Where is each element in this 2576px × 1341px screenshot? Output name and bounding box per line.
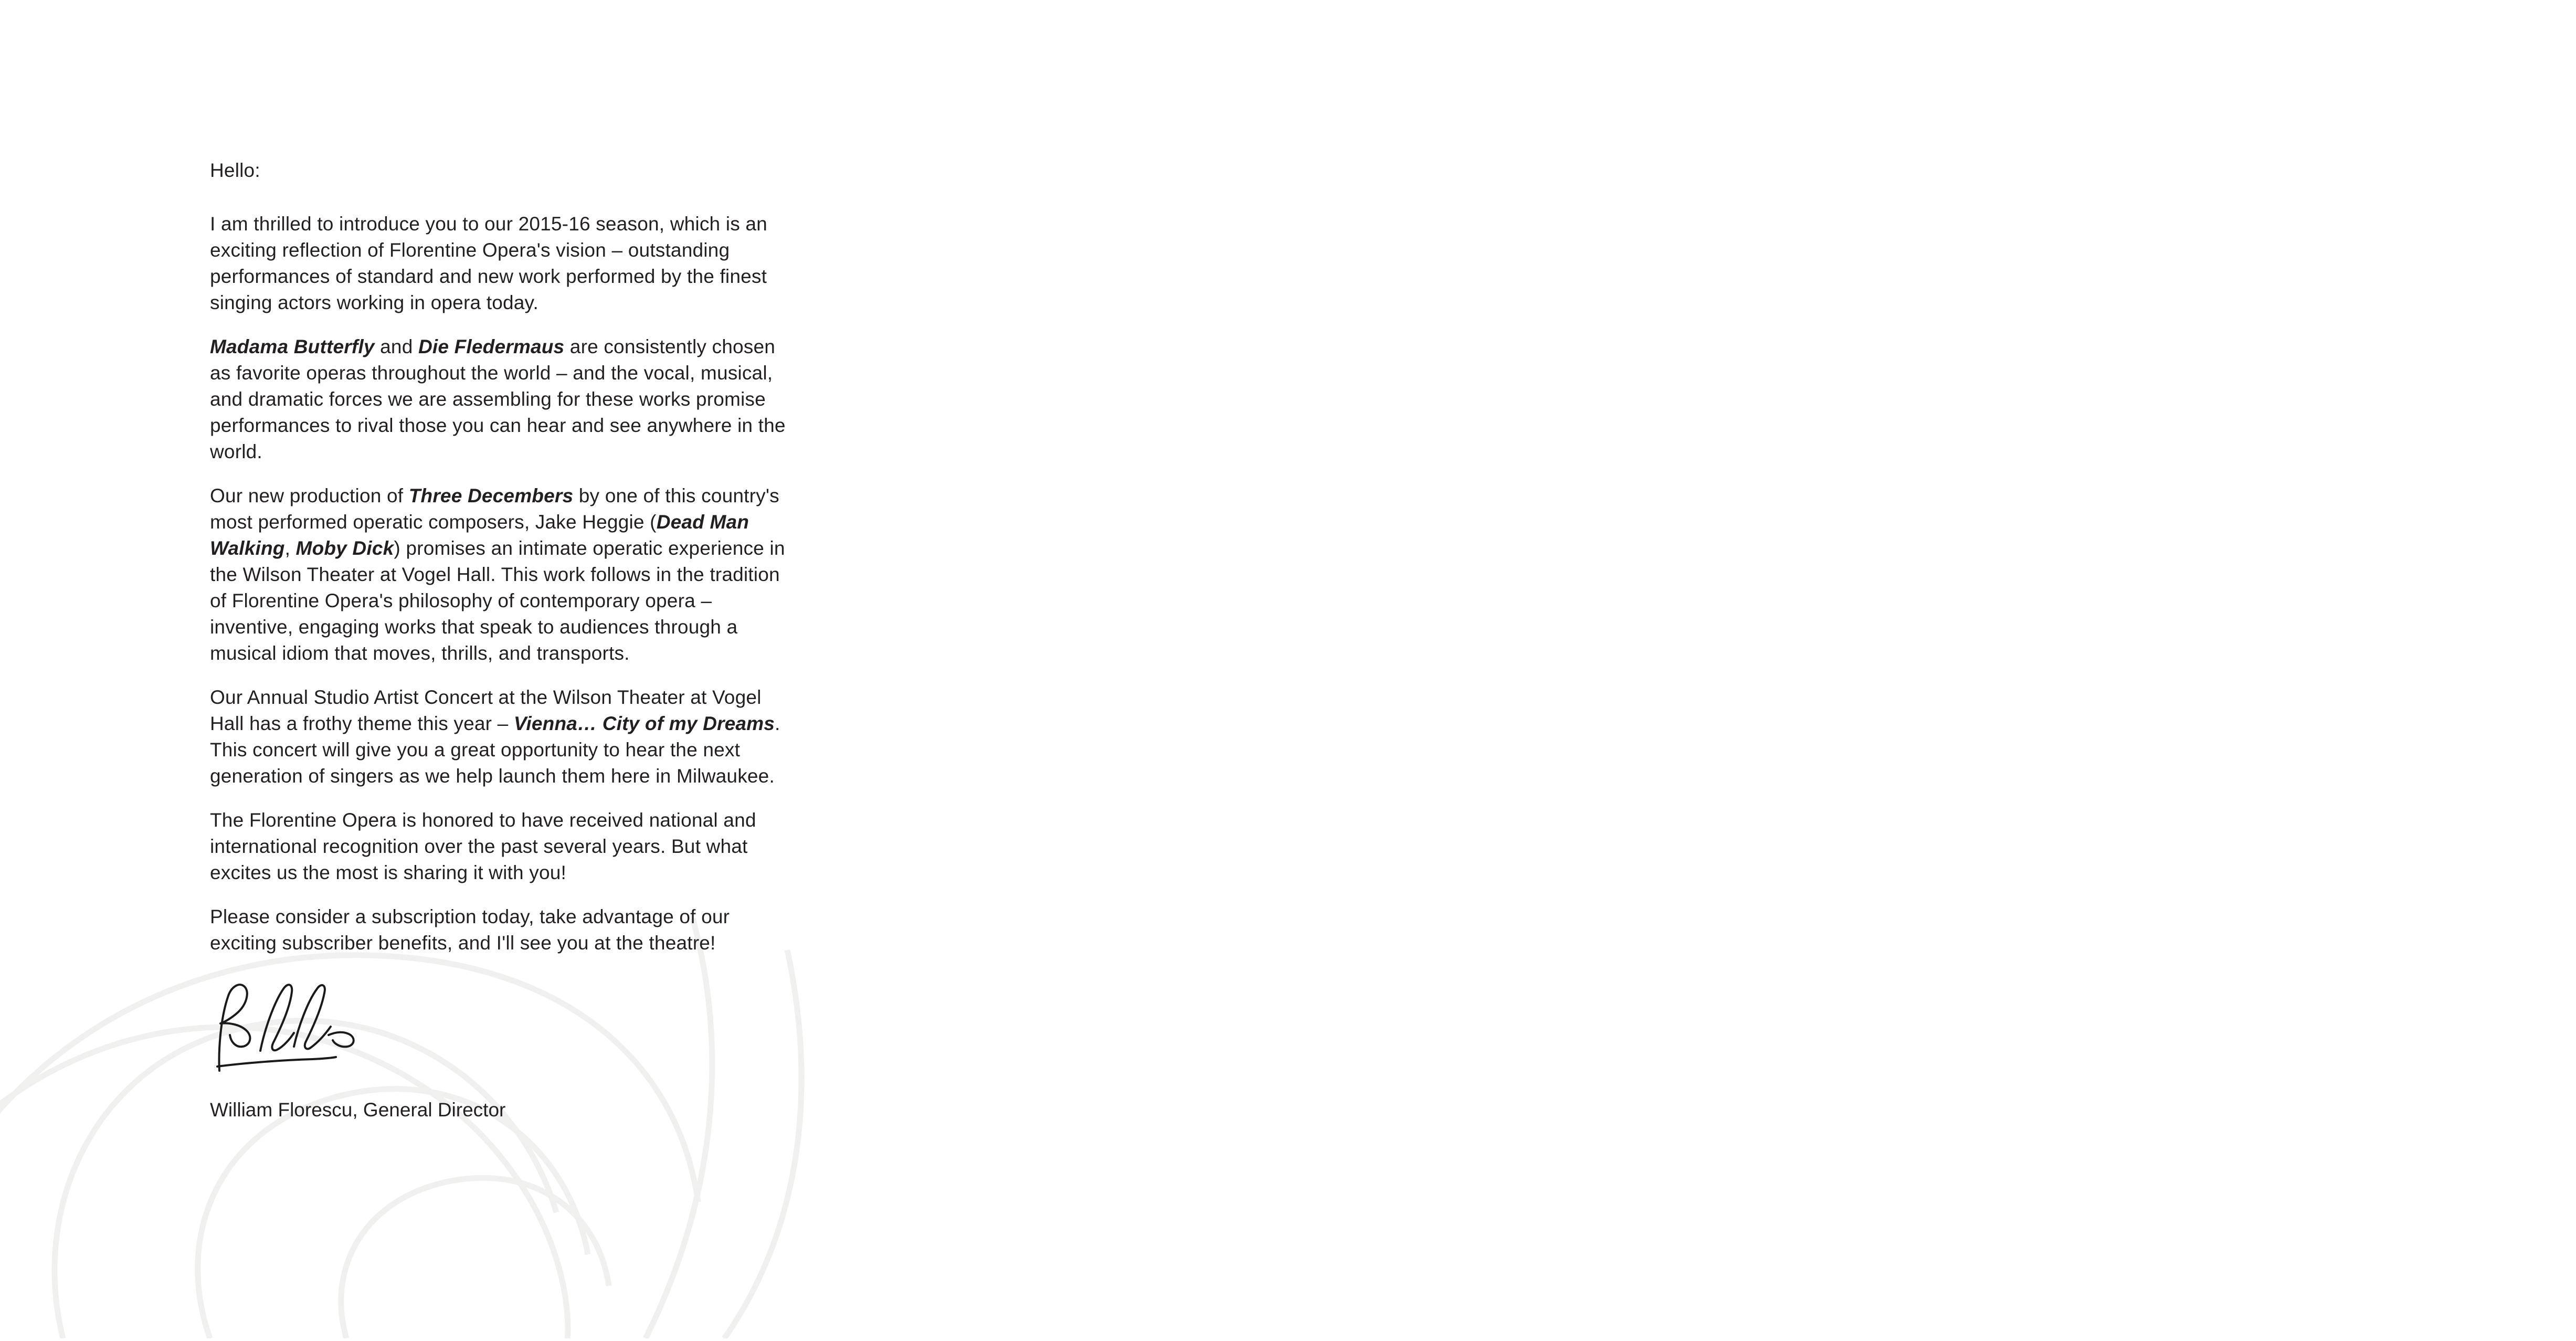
signoff-name-title: William Florescu, General Director	[210, 1099, 506, 1121]
paragraph-butterfly-fledermaus	[210, 334, 798, 465]
text-run: ,	[284, 537, 296, 559]
paragraph-studio-artist-concert	[210, 684, 798, 789]
text-run: Please consider a subscription today, take advantage of our exciting subscriber benefits, and I'll see you at the theatre!	[210, 906, 730, 954]
text-run: ) promises an intimate operatic experience in the Wilson Theater at Vogel Hall. This work follows in the tradition of Florentine Opera's philosophy of contemporary opera – inventive, engaging works that speak to audiences through a musical idiom that moves, thrills, and transports.	[210, 537, 785, 664]
paragraph-recognition	[210, 807, 798, 886]
opera-title-dead-man-walking: Dead Man Walking	[210, 511, 749, 559]
text-run: are consistently chosen as favorite operas throughout the world – and the vocal, musical, and dramatic forces we are assembling for these works promise performances to rival those you can hear and see anywhere in the world.	[210, 336, 786, 462]
concert-title-vienna-city-of-my-dreams: Vienna… City of my Dreams	[513, 713, 775, 734]
greeting-text: Hello:	[210, 160, 260, 181]
paragraph-three-decembers	[210, 483, 798, 667]
text-run: and	[374, 336, 418, 357]
opera-title-three-decembers: Three Decembers	[408, 485, 574, 506]
text-run: I am thrilled to introduce you to our 2015-16 season, which is an exciting reflection of Florentine Opera's vision – outstanding performances of standard and new work performed by the finest singing actors working in opera today.	[210, 213, 767, 313]
opera-title-madama-butterfly: Madama Butterfly	[210, 336, 375, 357]
paragraph-intro	[210, 211, 798, 316]
text-run: The Florentine Opera is honored to have received national and international recognition over the past several years. But what excites us the most is sharing it with you!	[210, 809, 756, 883]
letter-body	[210, 157, 798, 1123]
signature-image	[210, 977, 430, 1087]
text-run: by one of this country's most performed operatic composers, Jake Heggie (	[210, 485, 779, 533]
opera-title-die-fledermaus: Die Fledermaus	[418, 336, 565, 357]
text-run: Our new production of	[210, 485, 409, 506]
text-run: Our Annual Studio Artist Concert at the Wilson Theater at Vogel Hall has a frothy theme this year –	[210, 687, 762, 734]
text-run: . This concert will give you a great opportunity to hear the next generation of singers as we help launch them here in Milwaukee.	[210, 713, 780, 787]
opera-title-moby-dick: Moby Dick	[295, 537, 394, 559]
paragraph-call-to-action	[210, 904, 798, 956]
